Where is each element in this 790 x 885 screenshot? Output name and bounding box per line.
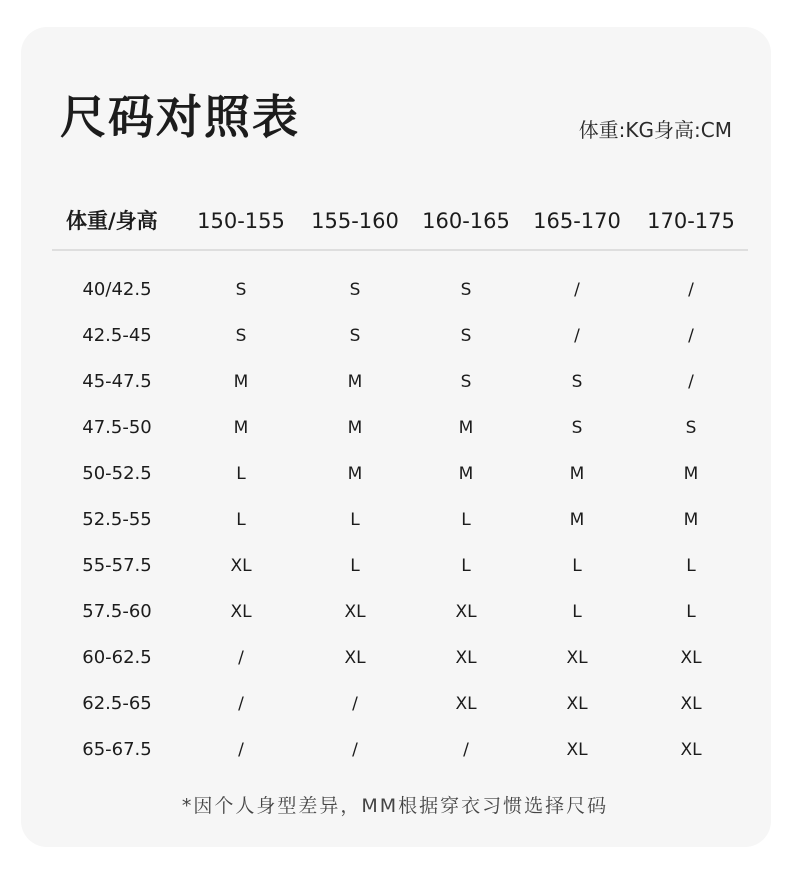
size-cell: L: [350, 510, 360, 530]
size-cell: /: [352, 694, 358, 714]
size-cell: /: [574, 280, 580, 300]
size-cell: XL: [344, 602, 366, 622]
size-cell: XL: [455, 694, 477, 714]
corner-header: 体重/身高: [66, 209, 158, 233]
row-weight-label: 42.5-45: [82, 325, 152, 346]
size-cell: S: [349, 326, 361, 346]
size-cell: S: [460, 372, 472, 392]
size-cell: M: [233, 372, 249, 392]
size-cell: XL: [566, 740, 588, 760]
row-weight-label: 60-62.5: [82, 647, 152, 668]
row-weight-label: 45-47.5: [82, 371, 152, 392]
column-header: 165-170: [533, 209, 621, 233]
page-title: 尺码对照表: [60, 90, 300, 144]
row-weight-label: 40/42.5: [82, 279, 152, 300]
size-cell: L: [572, 556, 582, 576]
size-cell: M: [683, 464, 699, 484]
footnote: *因个人身型差异，MM根据穿衣习惯选择尺码: [181, 795, 609, 817]
row-weight-label: 50-52.5: [82, 463, 152, 484]
size-cell: S: [235, 326, 247, 346]
size-cell: S: [460, 280, 472, 300]
header-divider: [52, 249, 748, 251]
size-cell: XL: [680, 648, 702, 668]
size-cell: L: [461, 510, 471, 530]
size-cell: S: [235, 280, 247, 300]
row-weight-label: 57.5-60: [82, 601, 152, 622]
size-cell: S: [685, 418, 697, 438]
row-weight-label: 62.5-65: [82, 693, 152, 714]
column-header: 170-175: [647, 209, 735, 233]
size-cell: XL: [455, 602, 477, 622]
size-cell: L: [350, 556, 360, 576]
size-cell: M: [569, 464, 585, 484]
size-cell: XL: [680, 694, 702, 714]
size-cell: L: [572, 602, 582, 622]
size-cell: /: [688, 372, 694, 392]
size-cell: S: [460, 326, 472, 346]
size-cell: /: [352, 740, 358, 760]
size-cell: L: [236, 510, 246, 530]
size-cell: XL: [566, 694, 588, 714]
size-cell: /: [463, 740, 469, 760]
row-weight-label: 47.5-50: [82, 417, 152, 438]
size-cell: S: [349, 280, 361, 300]
size-cell: /: [688, 280, 694, 300]
size-cell: M: [458, 464, 474, 484]
column-header: 150-155: [197, 209, 285, 233]
size-cell: M: [347, 464, 363, 484]
size-cell: /: [574, 326, 580, 346]
size-cell: M: [683, 510, 699, 530]
size-cell: /: [238, 694, 244, 714]
unit-note: 体重:KG身高:CM: [578, 118, 732, 142]
size-cell: XL: [455, 648, 477, 668]
size-cell: L: [686, 602, 696, 622]
size-cell: M: [233, 418, 249, 438]
size-cell: S: [571, 372, 583, 392]
size-cell: /: [238, 648, 244, 668]
size-cell: XL: [566, 648, 588, 668]
size-cell: XL: [230, 602, 252, 622]
row-weight-label: 65-67.5: [82, 739, 152, 760]
row-weight-label: 55-57.5: [82, 555, 152, 576]
size-cell: XL: [230, 556, 252, 576]
row-weight-label: 52.5-55: [82, 509, 152, 530]
size-cell: S: [571, 418, 583, 438]
column-header: 155-160: [311, 209, 399, 233]
size-cell: XL: [344, 648, 366, 668]
size-cell: L: [686, 556, 696, 576]
size-cell: /: [238, 740, 244, 760]
size-cell: XL: [680, 740, 702, 760]
size-cell: L: [461, 556, 471, 576]
size-cell: M: [347, 418, 363, 438]
size-cell: /: [688, 326, 694, 346]
size-cell: L: [236, 464, 246, 484]
size-cell: M: [458, 418, 474, 438]
size-cell: M: [347, 372, 363, 392]
size-cell: M: [569, 510, 585, 530]
column-header: 160-165: [422, 209, 510, 233]
